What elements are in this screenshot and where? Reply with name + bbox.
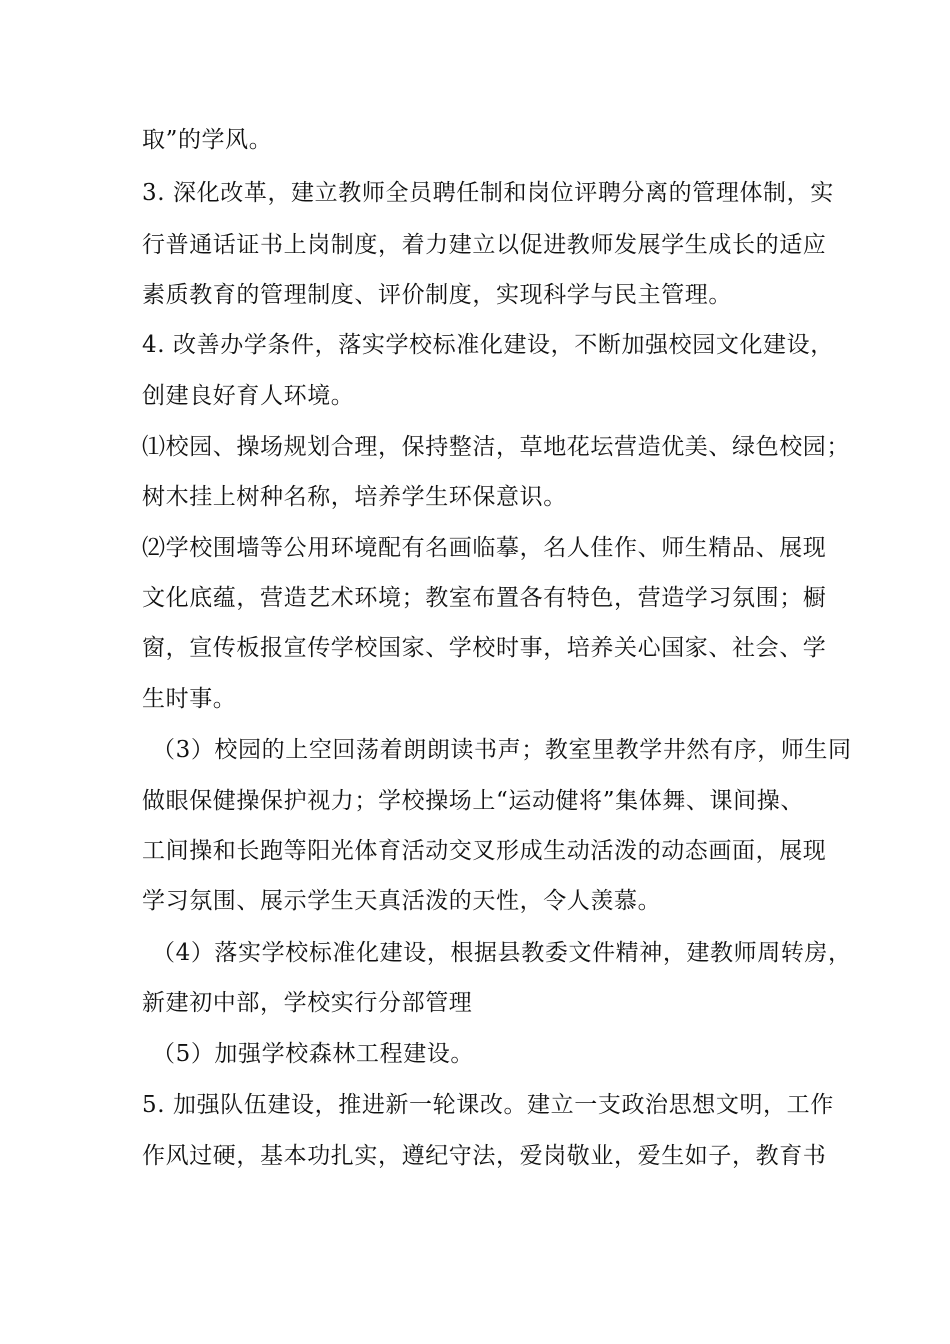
text-line: 工间操和长跑等阳光体育活动交叉形成生动活泼的动态画面，展现 [142, 838, 827, 864]
text-line: 取”的学风。 [142, 127, 273, 153]
text-line: 创建良好育人环境。 [142, 383, 355, 409]
text-line: 行普通话证书上岗制度，着力建立以促进教师发展学生成长的适应 [142, 232, 827, 258]
text-line: 作风过硬，基本功扎实，遵纪守法，爱岗敬业，爱生如子，教育书 [142, 1143, 827, 1169]
text-line: ⑵学校围墙等公用环境配有名画临摹，名人佳作、师生精品、展现 [142, 535, 827, 561]
text-line: 文化底蕴，营造艺术环境；教室布置各有特色，营造学习氛围；橱 [142, 585, 827, 611]
text-line: 3. 深化改革，建立教师全员聘任制和岗位评聘分离的管理体制，实 [142, 180, 834, 206]
text-line: 窗，宣传板报宣传学校国家、学校时事，培养关心国家、社会、学 [142, 635, 827, 661]
text-line: 生时事。 [142, 686, 237, 712]
text-line: 5. 加强队伍建设，推进新一轮课改。建立一支政治思想文明，工作 [142, 1092, 834, 1118]
text-line: 4. 改善办学条件，落实学校标准化建设，不断加强校园文化建设， [142, 332, 834, 358]
text-line: 学习氛围、展示学生天真活泼的天性，令人羡慕。 [142, 888, 662, 914]
text-line: （4）落实学校标准化建设，根据县教委文件精神，建教师周转房， [152, 940, 852, 966]
text-line: （5）加强学校森林工程建设。 [152, 1041, 475, 1067]
text-line: ⑴校园、操场规划合理，保持整洁，草地花坛营造优美、绿色校园； [142, 434, 850, 460]
text-line: 做眼保健操保护视力；学校操场上“运动健将”集体舞、课间操、 [142, 788, 804, 814]
text-line: 新建初中部，学校实行分部管理 [142, 990, 473, 1016]
text-line: 树木挂上树种名称，培养学生环保意识。 [142, 484, 567, 510]
text-line: 素质教育的管理制度、评价制度，实现科学与民主管理。 [142, 282, 732, 308]
text-line: （3）校园的上空回荡着朗朗读书声；教室里教学井然有序，师生同 [152, 737, 852, 763]
